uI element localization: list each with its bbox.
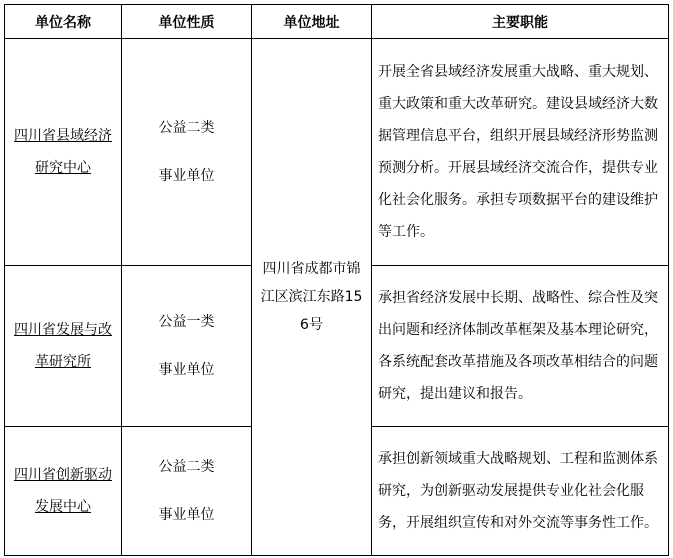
header-row xyxy=(5,5,669,39)
unit-address: 四川省成都市锦江区滨江东路156号 xyxy=(252,39,372,556)
unit-function: 承担创新领域重大战略规划、工程和监测体系研究，为创新驱动发展提供专业化社会化服务，开展组织宣传和对外交流等事务性工作。 xyxy=(372,427,669,556)
unit-type-cell xyxy=(122,39,252,266)
unit-name-cell xyxy=(5,427,122,556)
unit-name-cell xyxy=(5,266,122,427)
header-address: 单位地址 xyxy=(252,5,372,39)
unit-function: 承担省经济发展中长期、战略性、综合性及突出问题和经济体制改革框架及基本理论研究，各系统配套改革措施及各项改革相结合的问题研究，提出建议和报告。 xyxy=(372,266,669,427)
unit-type-class: 公益一类 xyxy=(158,314,215,330)
unit-function: 开展全省县域经济发展重大战略、重大规划、重大政策和重大改革研究。建设县域经济大数据管理信息平台，组织开展县域经济形势监测预测分析。开展县域经济交流合作，提供专业化社会化服务。承担专项数据平台的建设维护等工作。 xyxy=(372,39,669,266)
unit-type-kind: 事业单位 xyxy=(158,362,215,378)
header-function: 主要职能 xyxy=(372,5,669,39)
unit-name: 四川省县域经济研究中心 xyxy=(14,128,112,176)
unit-type-cell xyxy=(122,266,252,427)
unit-type-cell xyxy=(122,427,252,556)
unit-name: 四川省创新驱动发展中心 xyxy=(14,467,112,515)
unit-type-kind: 事业单位 xyxy=(158,168,215,184)
header-name: 单位名称 xyxy=(5,5,122,39)
table-row xyxy=(5,39,669,266)
header-type: 单位性质 xyxy=(122,5,252,39)
unit-type-class: 公益二类 xyxy=(158,459,215,475)
units-table xyxy=(4,4,669,556)
unit-type-kind: 事业单位 xyxy=(158,507,215,523)
unit-type-class: 公益二类 xyxy=(158,120,215,136)
unit-name-cell xyxy=(5,39,122,266)
unit-name: 四川省发展与改革研究所 xyxy=(14,322,112,370)
